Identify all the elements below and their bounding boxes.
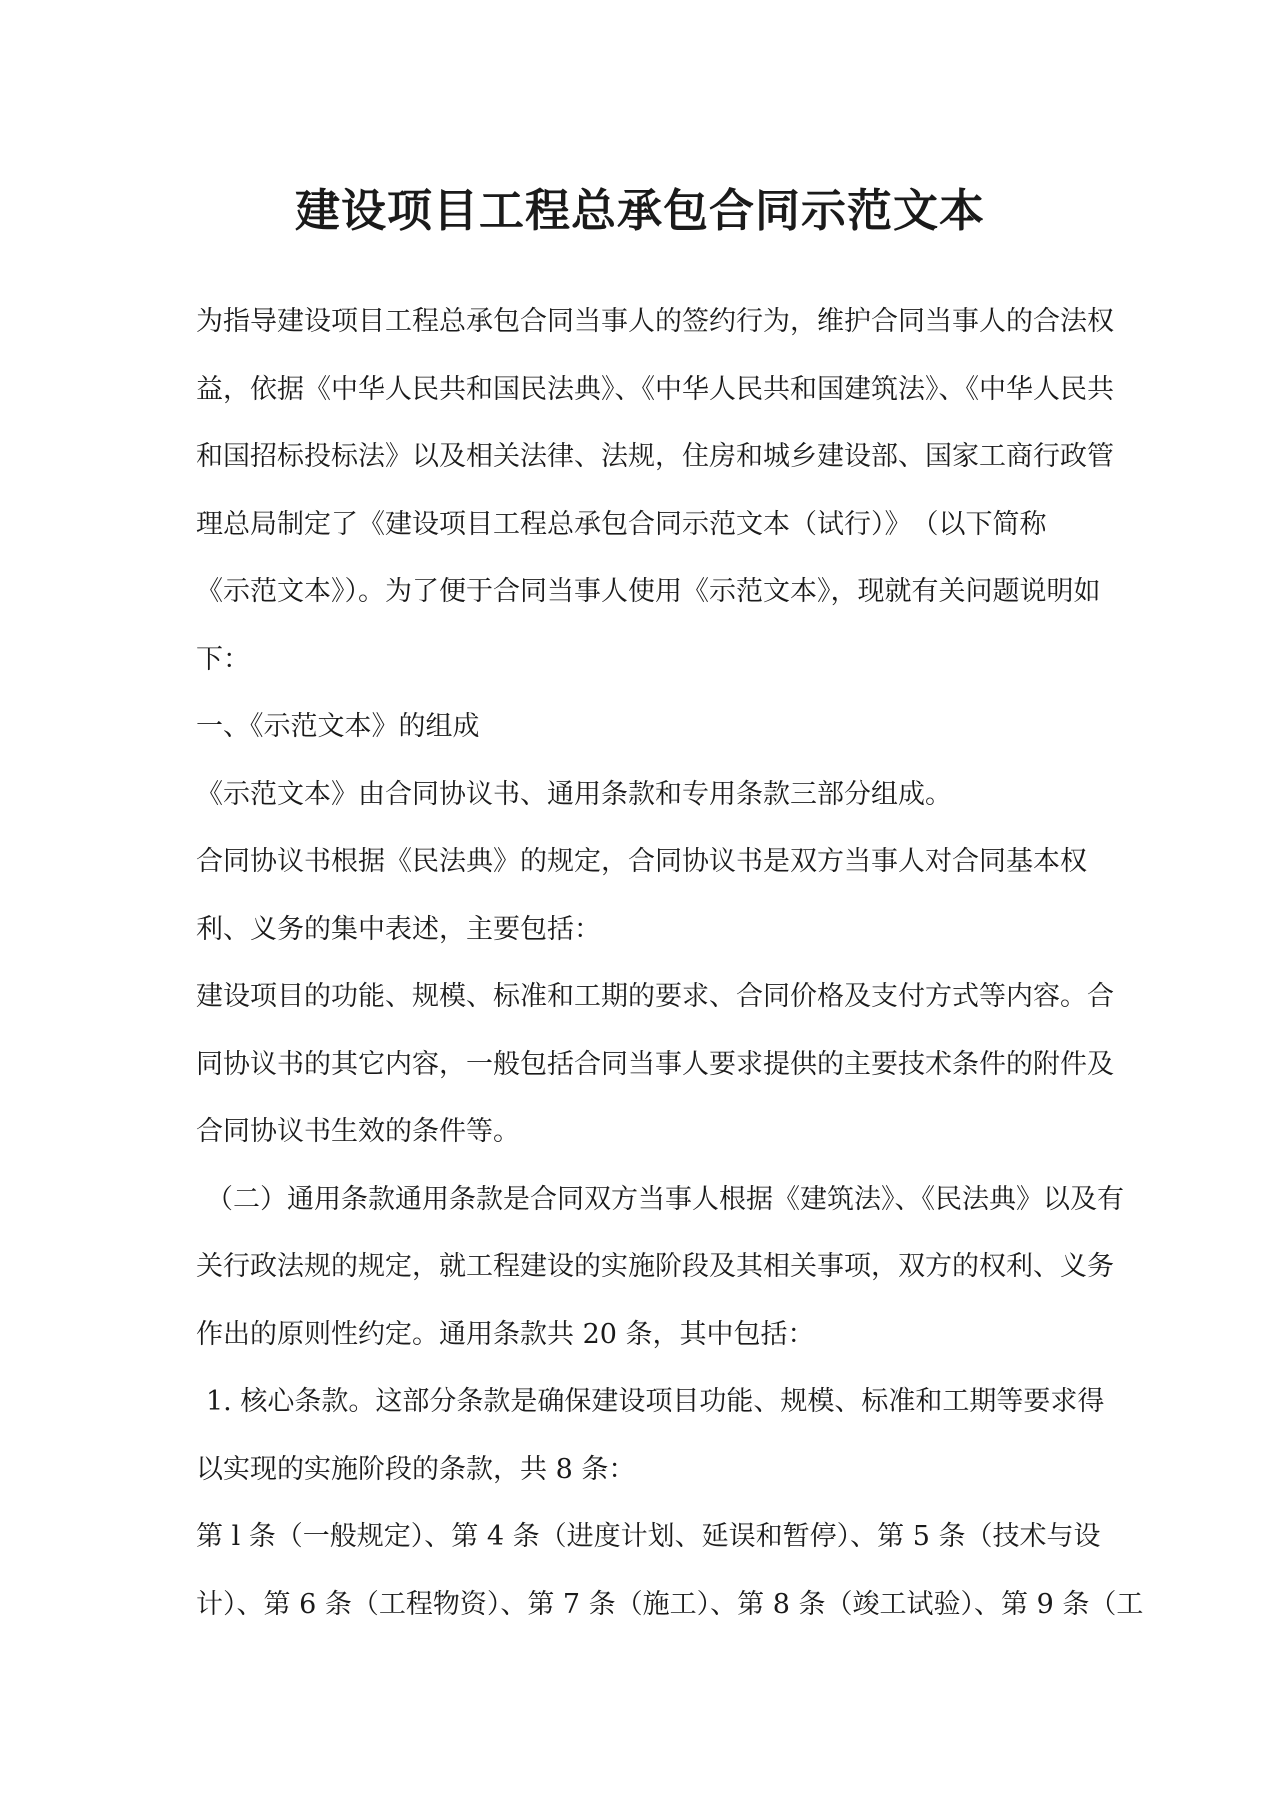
paragraph-line: 合同协议书生效的条件等。 bbox=[196, 1116, 520, 1147]
paragraph-line: 建设项目的功能、规模、标准和工期的要求、合同价格及支付方式等内容。合 bbox=[196, 981, 1114, 1012]
paragraph-line: 以实现的实施阶段的条款，共 8 条： bbox=[196, 1453, 636, 1485]
list-item: 1. 核心条款。这部分条款是确保建设项目功能、规模、标准和工期等要求得 bbox=[206, 1386, 1105, 1417]
paragraph-line: 益，依据《中华人民共和国民法典》、《中华人民共和国建筑法》、《中华人民共 bbox=[196, 373, 1114, 405]
paragraph-line: 和国招标投标法》以及相关法律、法规，住房和城乡建设部、国家工商行政管 bbox=[196, 441, 1114, 472]
paragraph-line: 关行政法规的规定，就工程建设的实施阶段及其相关事项，双方的权利、义务 bbox=[196, 1251, 1114, 1282]
paragraph-line: 第 l 条（一般规定）、第 4 条（进度计划、延误和暂停）、第 5 条（技术与设 bbox=[196, 1521, 1101, 1552]
section-heading: 一、《示范文本》的组成 bbox=[196, 711, 480, 742]
paragraph-line: 《示范文本》）。为了便于合同当事人使用《示范文本》，现就有关问题说明如 bbox=[196, 576, 1101, 607]
paragraph-line: 理总局制定了《建设项目工程总承包合同示范文本（试行）》 （以下简称 bbox=[196, 508, 1047, 540]
paragraph-line: 作出的原则性约定。通用条款共 20 条，其中包括： bbox=[196, 1318, 815, 1350]
paragraph-line: 利、义务的集中表述，主要包括： bbox=[196, 913, 601, 945]
paragraph-line: 同协议书的其它内容，一般包括合同当事人要求提供的主要技术条件的附件及 bbox=[196, 1048, 1114, 1080]
paragraph-line: （二）通用条款通用条款是合同双方当事人根据《建筑法》、《民法典》以及有 bbox=[206, 1183, 1124, 1215]
paragraph-line: 下： bbox=[196, 643, 250, 675]
document-title: 建设项目工程总承包合同示范文本 bbox=[294, 184, 985, 237]
paragraph-line: 为指导建设项目工程总承包合同当事人的签约行为，维护合同当事人的合法权 bbox=[196, 306, 1114, 337]
document-body bbox=[196, 288, 1144, 1638]
paragraph-line: 合同协议书根据《民法典》的规定，合同协议书是双方当事人对合同基本权 bbox=[196, 846, 1087, 877]
paragraph-line: 《示范文本》由合同协议书、通用条款和专用条款三部分组成。 bbox=[196, 778, 952, 810]
paragraph-line: 计）、第 6 条（工程物资）、第 7 条（施工）、第 8 条（竣工试验）、第 9 条（工 bbox=[196, 1588, 1144, 1620]
